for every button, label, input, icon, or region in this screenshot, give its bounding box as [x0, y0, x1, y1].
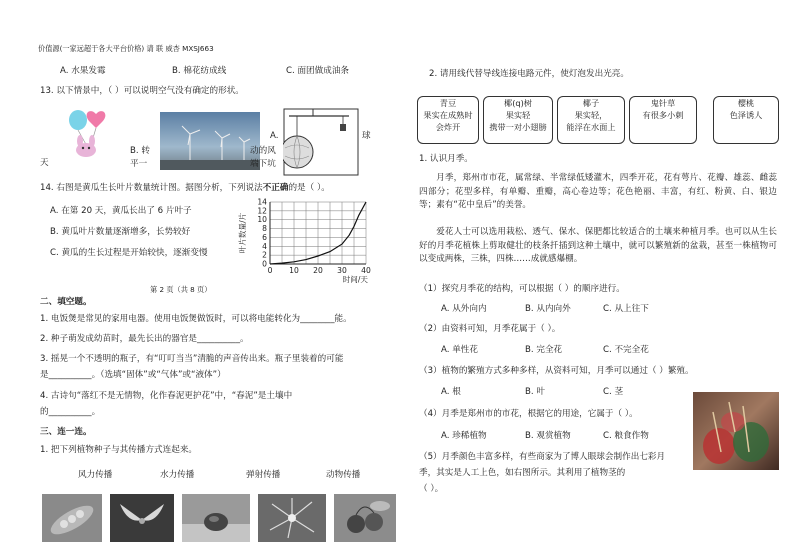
y-tick-label: 6 [262, 232, 267, 242]
q12-option-b: B. 棉花纺成线 [172, 66, 227, 76]
q13-option-c-tail: 球 [362, 131, 371, 141]
q2-stem: 2. 请用线代替导线连接电路元件，使灯泡发出光亮。 [429, 69, 629, 79]
y-tick-label: 10 [257, 215, 267, 225]
sub-q2-c: C. 不完全花 [603, 345, 649, 355]
y-tick-label: 4 [262, 241, 267, 251]
y-tick-label: 0 [262, 259, 267, 269]
y-tick-label: 2 [262, 250, 267, 260]
section3-title: 三、连一连。 [40, 427, 92, 437]
box-coconut-line3: 能浮在水面上 [566, 122, 616, 132]
q14-stem-text: 14. 右图是黄瓜生长叶片数量统计图。据图分析，下列说法 [40, 183, 263, 193]
fill-q2: 2. 种子萌发成幼苗时，最先长出的器官是__________。 [40, 334, 249, 344]
q13-option-a-label: 天 [40, 158, 49, 168]
sub-q3: （3）植物的繁殖方式多种多样，从资料可知，月季可以通过（ ）繁殖。 [419, 366, 694, 376]
balloons-image [62, 108, 120, 158]
sub-q1-b: B. 从内向外 [525, 304, 571, 314]
x-tick-label: 40 [361, 266, 371, 275]
fill-q3-line2: 是__________。（选填“固体”或“气体”或“液体”） [40, 370, 226, 380]
box-pea-line2: 果实在成熟时 [423, 110, 473, 120]
sub-q5-line3: （ ）。 [419, 484, 444, 494]
q14-stem [40, 183, 330, 194]
sub-q2: （2）由资料可知，月季花属于（ ）。 [419, 324, 561, 334]
page-footer: 第 2 页（共 8 页） [150, 285, 212, 294]
sub-q3-b: B. 叶 [525, 387, 545, 397]
right-page [397, 0, 794, 560]
seed-photo-coconut [182, 494, 250, 542]
sub-q2-a: A. 单性花 [441, 345, 478, 355]
seed-photo-cherry [334, 494, 396, 542]
box-burr-line2: 有很多小刺 [642, 110, 684, 120]
section2-title: 二、填空题。 [40, 297, 92, 307]
q14-stem-tail: 的是（ ）。 [288, 183, 330, 193]
sub-q5-line2: 季，其实是人工上色，如右图所示。其利用了植物茎的 [419, 468, 626, 478]
x-tick-label: 0 [267, 266, 273, 275]
q13-option-b-line2: 平一 [130, 159, 148, 169]
seed-box-maple [483, 96, 553, 144]
dispersal-animal: 动物传播 [326, 470, 361, 480]
reading-title: 1. 认识月季。 [419, 154, 473, 164]
box-maple-line3: 携带一对小翅膀 [489, 122, 547, 132]
wind-turbines-image [160, 112, 260, 170]
dispersal-wind: 风力传播 [78, 470, 113, 480]
box-cherry-line2: 色泽诱人 [729, 110, 763, 120]
box-coconut-line2: 果实轻， [574, 110, 608, 120]
leaf-count-chart [236, 196, 376, 288]
sub-q4-b: B. 观赏植物 [525, 431, 571, 441]
reading-paragraph-1: 月季，郑州市市花，属常绿、半常绿低矮灌木，四季开花，花有萼片、花瓣、雄蕊、雌蕊四部分；花型多样，有单瓣、重瓣，高心卷边等；花色艳丽、丰富，有红、粉黄、白、银边等；素有“花中皇后”的美誉。 [419, 173, 777, 210]
reading-paragraph-2: 爱花人士可以选用栽松、透气、保水、保肥都比较适合的土壤来种植月季。也可以从生长好的月季花植株上剪取健壮的枝条扦插到这种土壤中，就可以繁殖新的盆栽，甚至一株植物可以变成两株，三株，四株……成就感爆棚。 [419, 227, 777, 264]
fill-q1: 1. 电饭煲是常见的家用电器。使用电饭煲做饭时，可以将电能转化为________能。 [40, 314, 352, 324]
x-axis-label: 时间/天 [342, 275, 368, 284]
x-tick-label: 10 [289, 266, 299, 275]
seed-box-pea [417, 96, 479, 144]
sub-q3-a: A. 根 [441, 387, 461, 397]
x-tick-label: 30 [337, 266, 347, 275]
fill-q3-line1: 3. 摇晃一个不透明的瓶子，有“叮叮当当”清脆的声音传出来。瓶子里装着的可能 [40, 354, 344, 364]
sub-q5-line1: （5）月季颜色丰富多样，有些商家为了博人眼球会制作出七彩月 [419, 452, 666, 462]
seed-photo-pea [42, 494, 102, 542]
fill-q4-line2: 的__________。 [40, 407, 101, 417]
y-tick-label: 8 [262, 224, 267, 234]
q13-option-b-cont1: 动的风 [250, 146, 276, 156]
q12-option-c: C. 面团做成油条 [286, 66, 350, 76]
dispersal-eject: 弹射传播 [246, 470, 281, 480]
dispersal-water: 水力传播 [160, 470, 195, 480]
sub-q3-c: C. 茎 [603, 387, 624, 397]
box-pea-line3: 会炸开 [435, 122, 461, 132]
q13-option-b-line1: B. 转 [130, 146, 150, 156]
q12-option-a: A. 水果发霉 [60, 66, 106, 76]
balance-ball-image [283, 108, 359, 176]
q13-option-b-cont2: 端下坑 [250, 159, 276, 169]
y-tick-label: 12 [257, 206, 267, 216]
box-maple-line2: 果实轻 [505, 110, 531, 120]
header-note: 价值源(一家远超于各大平台价格) 请 联 威杏 MXSJ663 [38, 44, 214, 53]
sub-q1-c: C. 从上往下 [603, 304, 649, 314]
seed-box-coconut [557, 96, 625, 144]
seed-box-burr [629, 96, 697, 144]
sub-q2-b: B. 完全花 [525, 345, 563, 355]
seed-photo-burr [258, 494, 326, 542]
dyed-flower-stems-image [693, 392, 779, 470]
q14-option-a: A. 在第 20 天，黄瓜长出了 6 片叶子 [50, 206, 192, 216]
sub-q4-c: C. 粮食作物 [603, 431, 649, 441]
sub-q4: （4）月季是郑州市的市花，根据它的用途，它属于（ ）。 [419, 409, 638, 419]
box-burr-line1: 鬼针草 [650, 98, 676, 108]
box-cherry-line1: 樱桃 [737, 98, 755, 108]
x-tick-label: 20 [313, 266, 323, 275]
seed-box-cherry [713, 96, 779, 144]
box-maple-line1: 椰(q)树 [504, 98, 532, 108]
sub-q4-a: A. 珍稀植物 [441, 431, 487, 441]
box-coconut-line1: 椰子 [582, 98, 600, 108]
q14-option-b: B. 黄瓜叶片数量逐渐增多，长势较好 [50, 227, 191, 237]
q14-option-c: C. 黄瓜的生长过程是开始较快，逐渐变慢 [50, 248, 208, 258]
connect-question: 1. 把下列植物种子与其传播方式连起来。 [40, 445, 198, 455]
box-pea-line1: 青豆 [439, 98, 457, 108]
sub-q1-a: A. 从外向内 [441, 304, 487, 314]
q13-stem: 13. 以下情景中，（ ）可以说明空气没有确定的形状。 [40, 86, 244, 96]
sub-q1: （1）探究月季花的结构，可以根据（ ）的顺序进行。 [419, 284, 625, 294]
fill-q4-line1: 4. 古诗句“落红不是无情物，化作春泥更护花”中，“春泥”是土壤中 [40, 391, 293, 401]
q13-option-c-label: A. [270, 131, 279, 141]
q14-stem-emphasis: 不正确 [262, 183, 289, 193]
y-tick-label: 14 [257, 197, 267, 207]
y-axis-label: 叶片数量/片 [238, 212, 247, 254]
seed-photo-maple [110, 494, 174, 542]
